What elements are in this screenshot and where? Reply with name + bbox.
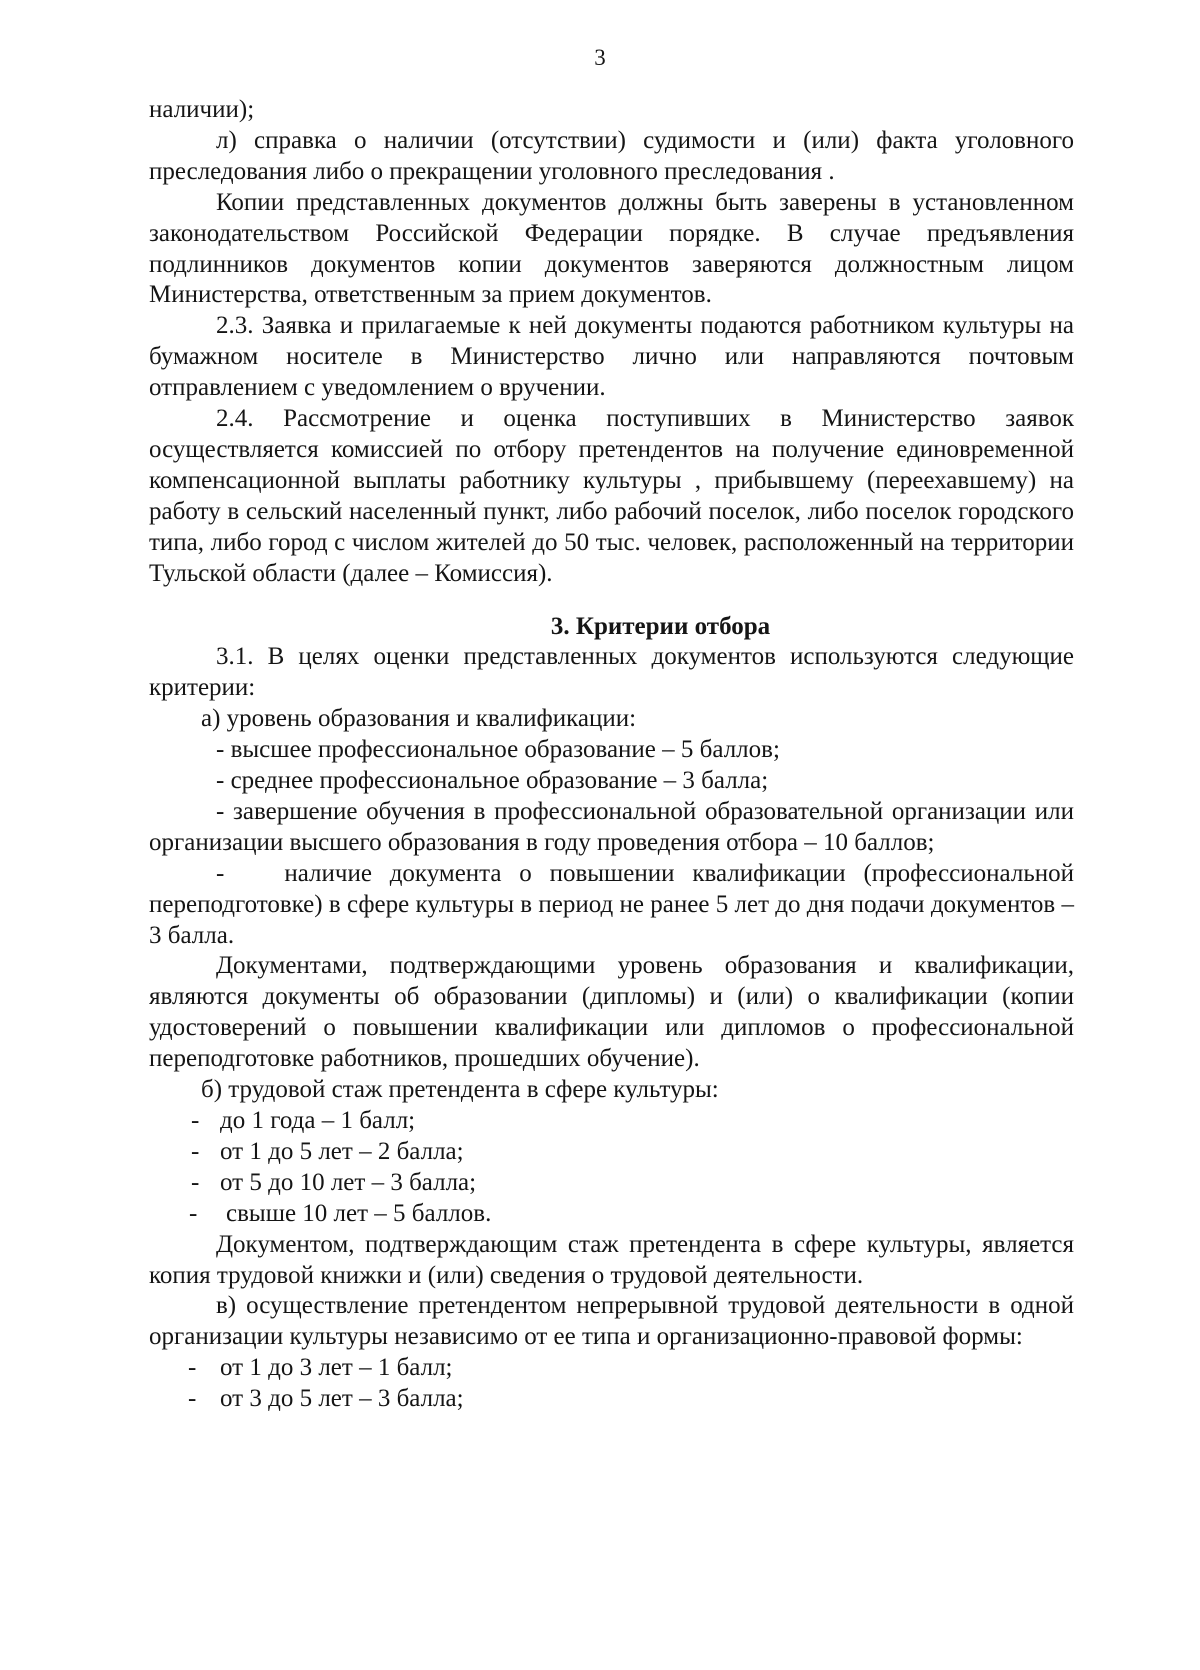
paragraph-3-1: 3.1. В целях оценки представленных документов используются следующие критерии: <box>149 643 1074 702</box>
list-item <box>149 1106 1074 1137</box>
list-item <box>149 1137 1074 1168</box>
criteria-higher-education: - высшее профессиональное образование – 5 баллов; <box>216 736 780 764</box>
paragraph-education-docs: Документами, подтверждающими уровень образования и квалификации, являются документы об образовании (дипломы) и (или) о квалификации (копии удостоверений о повышении квалификации или дипломов о профессиональной переподготовке работников, прошедших обучение). <box>149 952 1074 1073</box>
list-dash: - <box>188 1385 197 1413</box>
paragraph-2-4: 2.4. Рассмотрение и оценка поступивших в Министерство заявок осуществляется комиссией по отбору претендентов на получение единовременной компенсационной выплаты работнику культуры , прибывшему (переехавшему) на работу в сельский населенный пункт, либо рабочий поселок, либо поселок городского типа, либо город с числом жителей до 50 тыс. человек, расположенный на территории Тульской области (далее – Комиссия). <box>149 405 1074 587</box>
list-item-text: от 1 до 3 лет – 1 балл; <box>220 1354 453 1382</box>
list-dash: - <box>188 1354 197 1382</box>
list-dash: - <box>191 1107 200 1134</box>
list-dash: - <box>189 1199 198 1227</box>
paragraph-copies: Копии представленных документов должны быть заверены в установленном законодательством Российской Федерации порядке. В случае предъявления подлинников документов копии документов заверяются должностным лицом Министерства, ответственным за прием документов. <box>149 188 1074 309</box>
document-body <box>149 95 1074 1415</box>
paragraph-item-b: б) трудовой стаж претендента в сфере культуры: <box>201 1076 719 1104</box>
list-item-text: от 5 до 10 лет – 3 балла; <box>220 1168 477 1196</box>
list-dash: - <box>191 1137 200 1165</box>
paragraph-experience-docs: Документом, подтверждающим стаж претендента в сфере культуры, является копия трудовой книжки и (или) сведения о трудовой деятельности. <box>149 1230 1074 1289</box>
list-dash: - <box>216 859 225 887</box>
list-item-text: от 1 до 5 лет – 2 балла; <box>220 1137 464 1165</box>
criteria-qualification-text: наличие документа о повышении квалификации (профессиональной переподготовке) в сфере культуры в период не ранее 5 лет до дня подачи документов – 3 балла. <box>149 859 1074 949</box>
list-item <box>149 1199 1074 1230</box>
list-work-experience <box>149 1106 1074 1230</box>
list-item-text: свыше 10 лет – 5 баллов. <box>226 1199 492 1227</box>
list-item <box>149 1353 1074 1384</box>
criteria-secondary-education: - среднее профессиональное образование – 3 балла; <box>216 767 769 795</box>
paragraph-item-l: л) справка о наличии (отсутствии) судимости и (или) факта уголовного преследования либо о прекращении уголовного преследования . <box>149 126 1074 185</box>
paragraph-item-a: а) уровень образования и квалификации: <box>201 705 637 733</box>
criteria-qualification <box>149 859 1074 952</box>
list-continuous-work <box>149 1353 1074 1415</box>
list-item <box>149 1168 1074 1199</box>
paragraph-item-v: в) осуществление претендентом непрерывной трудовой деятельности в одной организации культуры независимо от ее типа и организационно-правовой формы: <box>149 1292 1074 1351</box>
paragraph-continuation: наличии); <box>149 96 255 123</box>
criteria-graduation: - завершение обучения в профессиональной образовательной организации или организации высшего образования в году проведения отбора – 10 баллов; <box>149 797 1074 856</box>
page-number: 3 <box>594 45 606 70</box>
section-heading: 3. Критерии отбора <box>550 612 771 640</box>
paragraph-2-3: 2.3. Заявка и прилагаемые к ней документы подаются работником культуры на бумажном носителе в Министерство лично или направляются почтовым отправлением с уведомлением о вручении. <box>149 312 1074 402</box>
list-dash: - <box>191 1168 200 1196</box>
list-item <box>149 1384 1074 1415</box>
list-item-text: до 1 года – 1 балл; <box>220 1107 416 1134</box>
list-item-text: от 3 до 5 лет – 3 балла; <box>220 1385 464 1413</box>
